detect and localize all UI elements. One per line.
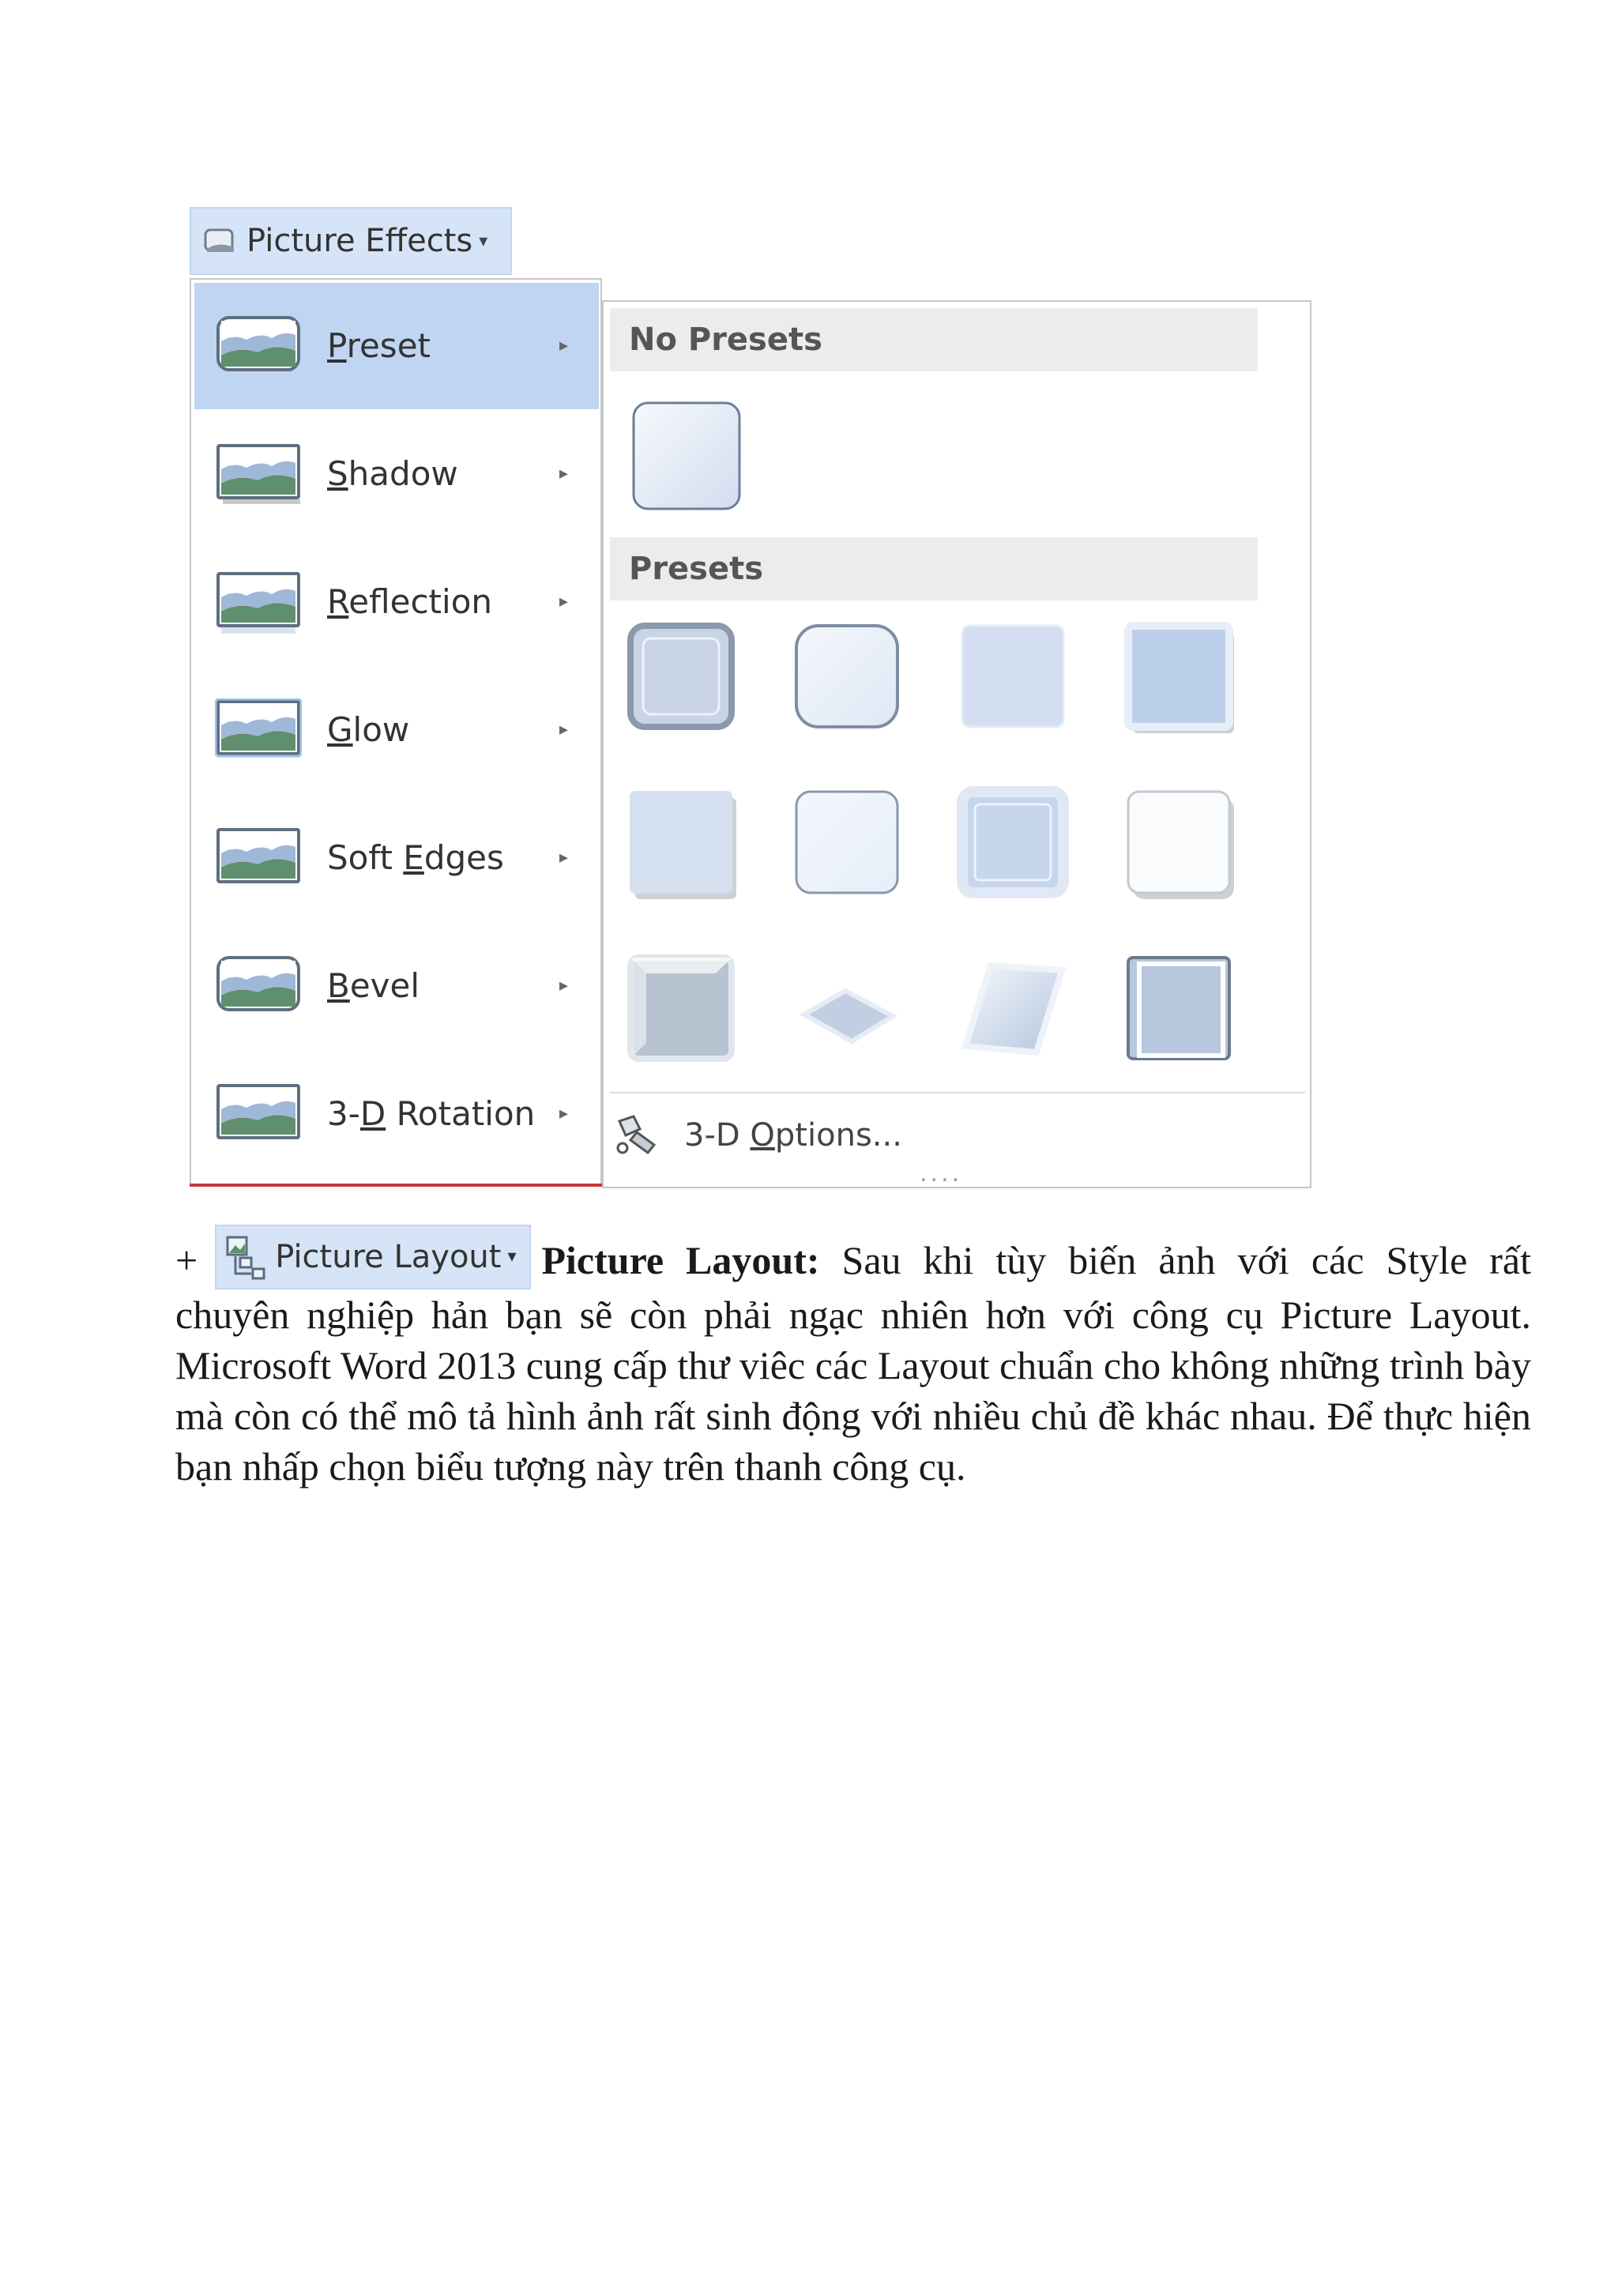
menu-item-label: Preset — [327, 326, 431, 365]
picture-layout-button[interactable] — [215, 1225, 530, 1289]
preset-tile-6[interactable] — [788, 784, 907, 902]
preset-tile-8[interactable] — [1120, 784, 1239, 902]
picture-effects-menu — [190, 278, 1311, 1188]
picture-layout-icon — [223, 1234, 267, 1280]
preset-gallery — [602, 300, 1311, 1188]
menu-item-shadow[interactable] — [194, 411, 599, 537]
menu-item-label: Shadow — [327, 454, 458, 493]
chevron-right-icon: ▸ — [559, 464, 569, 484]
menu-item-label: Bevel — [327, 966, 420, 1005]
preset-tile-3[interactable] — [954, 618, 1073, 736]
chevron-right-icon: ▸ — [559, 976, 569, 996]
menu-item-bevel[interactable] — [194, 923, 599, 1049]
reflection-icon — [215, 570, 302, 634]
menu-item-preset[interactable] — [194, 283, 599, 409]
chevron-right-icon: ▸ — [559, 848, 569, 868]
menu-item-label: Soft Edges — [327, 838, 504, 877]
effects-menu-list — [190, 278, 602, 1187]
preset-tile-7[interactable] — [954, 784, 1073, 902]
picture-layout-label: Picture Layout — [275, 1239, 502, 1275]
shadow-icon — [215, 442, 302, 506]
preset-tile-5[interactable] — [623, 784, 741, 902]
menu-item-label: Glow — [327, 710, 410, 749]
menu-item-glow[interactable] — [194, 667, 599, 793]
no-presets-header: No Presets — [610, 308, 1258, 371]
chevron-down-icon: ▾ — [507, 1247, 517, 1267]
chevron-right-icon: ▸ — [559, 336, 569, 356]
term-picture-layout: Picture Layout: — [541, 1238, 820, 1282]
preset-none-tile[interactable] — [627, 397, 746, 515]
3d-options-icon — [613, 1113, 660, 1157]
preset-tile-9[interactable] — [623, 950, 741, 1068]
gallery-divider — [610, 1092, 1305, 1093]
picture-effects-label: Picture Effects — [246, 223, 473, 259]
soft-edges-icon — [215, 826, 302, 890]
3d-rotation-icon — [215, 1082, 302, 1146]
preset-tile-1[interactable] — [623, 618, 741, 736]
preset-tile-12[interactable] — [1120, 950, 1239, 1068]
menu-item-label: Refection — [327, 582, 493, 621]
menu-item-label: 3-D Rotation — [327, 1094, 536, 1133]
picture-effects-button[interactable] — [190, 207, 512, 275]
preset-tile-10[interactable] — [788, 950, 907, 1068]
3d-options-label: 3-D Options... — [684, 1117, 902, 1154]
glow-icon — [215, 698, 302, 762]
resize-grip[interactable]: .... — [920, 1160, 963, 1188]
preset-tile-4[interactable] — [1120, 618, 1239, 736]
list-bullet: + — [175, 1238, 198, 1282]
preset-tile-2[interactable] — [788, 618, 907, 736]
menu-item-reflection[interactable] — [194, 539, 599, 665]
chevron-right-icon: ▸ — [559, 1104, 569, 1124]
preset-icon — [215, 314, 302, 378]
bevel-icon — [215, 954, 302, 1018]
chevron-right-icon: ▸ — [559, 720, 569, 740]
paragraph-text: Sau khi tùy biến ảnh với các Style rất chuyên nghiệp hản bạn sẽ còn phải ngạc nhiên hơn với công cụ Picture Layout. Microsoft Word 2013 cung cấp thư viêc các Layout chuẩn cho không những trình bày mà còn có thể mô tả hình ảnh rất sinh động với nhiều chủ đề khác nhau. Để thực hiện bạn nhấp chọn biểu tượng này trên thanh công cụ. — [175, 1238, 1531, 1489]
3d-options-item[interactable] — [613, 1100, 902, 1171]
body-paragraph — [175, 1225, 1531, 1492]
chevron-down-icon: ▾ — [479, 231, 488, 251]
presets-header: Presets — [610, 537, 1258, 600]
preset-tile-11[interactable] — [954, 950, 1073, 1068]
menu-bottom-border — [190, 1184, 602, 1187]
picture-effects-icon — [202, 225, 237, 257]
menu-item-soft-edges[interactable] — [194, 795, 599, 921]
menu-item-3-d-rotation[interactable] — [194, 1051, 599, 1177]
chevron-right-icon: ▸ — [559, 592, 569, 612]
